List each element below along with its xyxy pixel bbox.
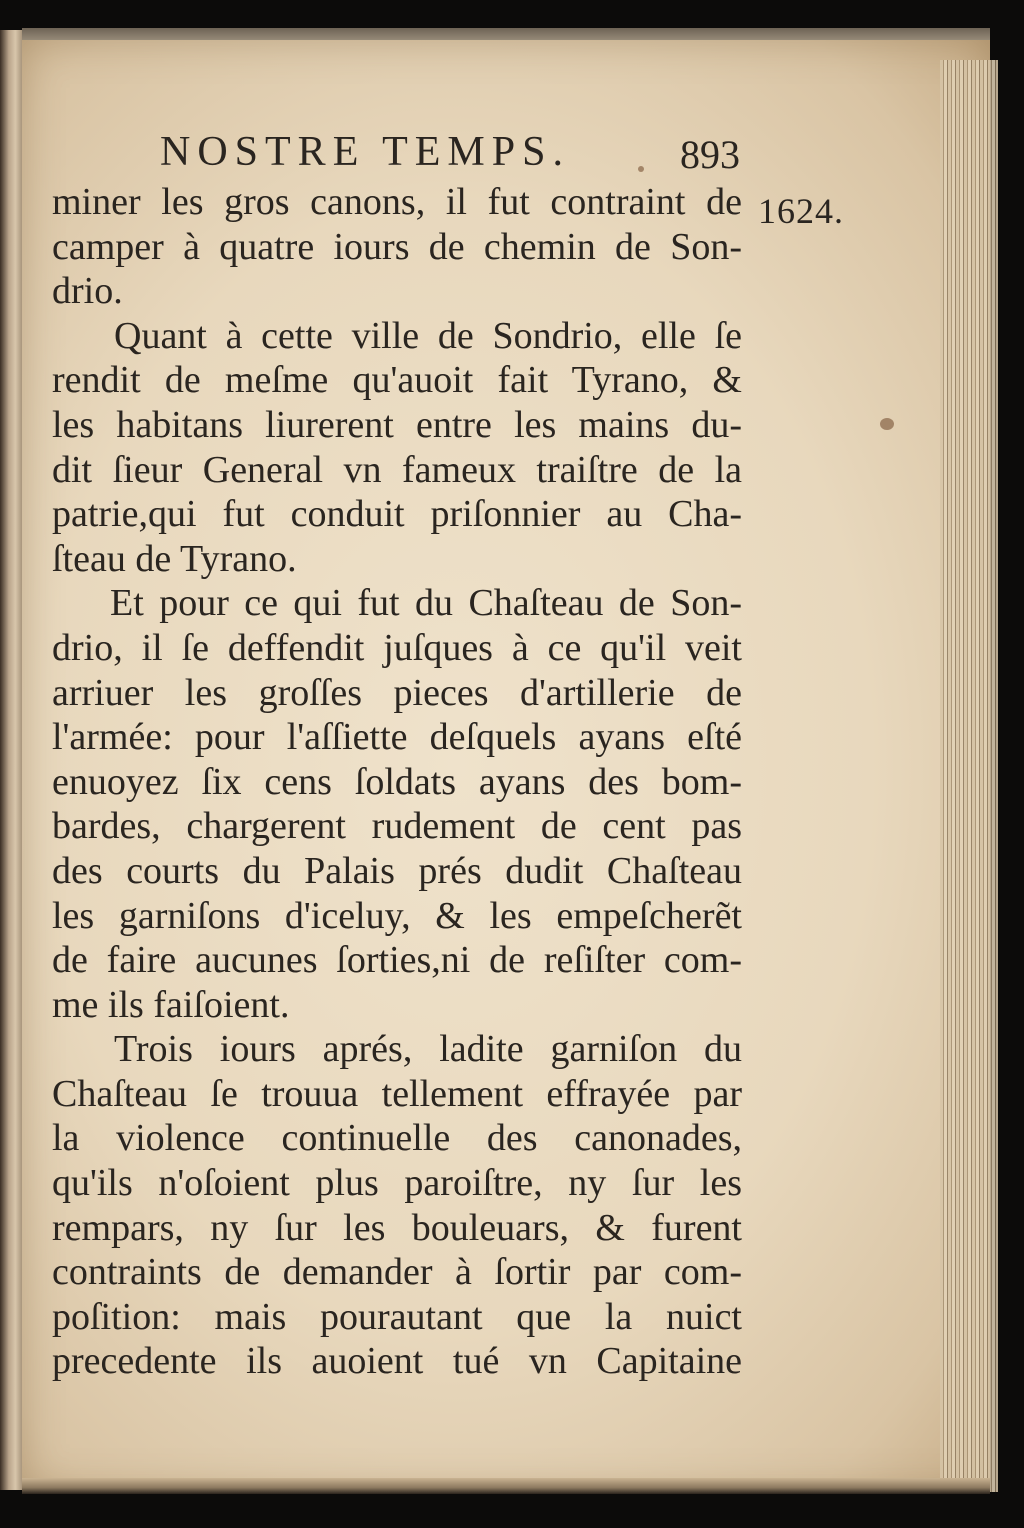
- text-line: drio, il ſe deffendit juſques à ce qu'il veit: [52, 626, 742, 669]
- ink-stain: [880, 418, 894, 430]
- text-line: poſition: mais pourautant que la nuict: [52, 1295, 742, 1338]
- text-line: de faire aucunes ſorties,ni de reſiſter com-: [52, 939, 742, 982]
- text-line: contraints de demander à ſortir par com-: [52, 1251, 742, 1294]
- margin-year-note: 1624.: [758, 191, 844, 231]
- text-line: rempars, ny ſur les bouleuars, & furent: [52, 1206, 742, 1249]
- page-number: 893: [680, 132, 740, 177]
- text-line: me ils faiſoient.: [52, 983, 290, 1026]
- text-line: les garniſons d'iceluy, & les empeſcherẽt: [52, 894, 742, 937]
- text-line: rendit de meſme qu'auoit fait Tyrano, &: [52, 359, 742, 402]
- body-text: [52, 180, 742, 1384]
- running-title: NOSTRE TEMPS.: [160, 129, 570, 175]
- text-line: patrie,qui fut conduit priſonnier au Cha-: [52, 493, 742, 536]
- page-stack-edges: [940, 60, 998, 1492]
- text-line: precedente ils auoient tué vn Capitaine: [52, 1340, 742, 1383]
- text-line: miner les gros canons, il fut contraint de: [52, 181, 742, 223]
- text-line: les habitans liurerent entre les mains du-: [52, 403, 742, 446]
- text-line: Quant à cette ville de Sondrio, elle ſe: [114, 314, 742, 357]
- text-line: des courts du Palais prés dudit Chaſteau: [52, 849, 742, 892]
- text-line: dit ſieur General vn fameux traiſtre de la: [52, 448, 742, 491]
- text-line: bardes, chargerent rudement de cent pas: [52, 805, 742, 848]
- ink-stain: [638, 166, 644, 172]
- text-line: Chaſteau ſe trouua tellement effrayée par: [52, 1072, 742, 1115]
- text-line: Et pour ce qui fut du Chaſteau de Son-: [110, 582, 742, 625]
- text-line: l'armée: pour l'aſſiette deſquels ayans eſté: [52, 716, 742, 759]
- facing-page-edge: [0, 30, 22, 1490]
- text-line: qu'ils n'oſoient plus paroiſtre, ny ſur les: [52, 1162, 742, 1205]
- text-line: Trois iours aprés, ladite garniſon du: [114, 1028, 742, 1071]
- text-line: enuoyez ſix cens ſoldats ayans des bom-: [52, 760, 742, 803]
- text-line: ſteau de Tyrano.: [52, 537, 297, 580]
- text-line: la violence continuelle des canonades,: [52, 1117, 742, 1160]
- text-line: arriuer les groſſes pieces d'artillerie de: [52, 671, 742, 714]
- text-line: camper à quatre iours de chemin de Son-: [52, 225, 742, 268]
- page-bottom-edge: [22, 1478, 990, 1494]
- text-line: drio.: [52, 270, 123, 313]
